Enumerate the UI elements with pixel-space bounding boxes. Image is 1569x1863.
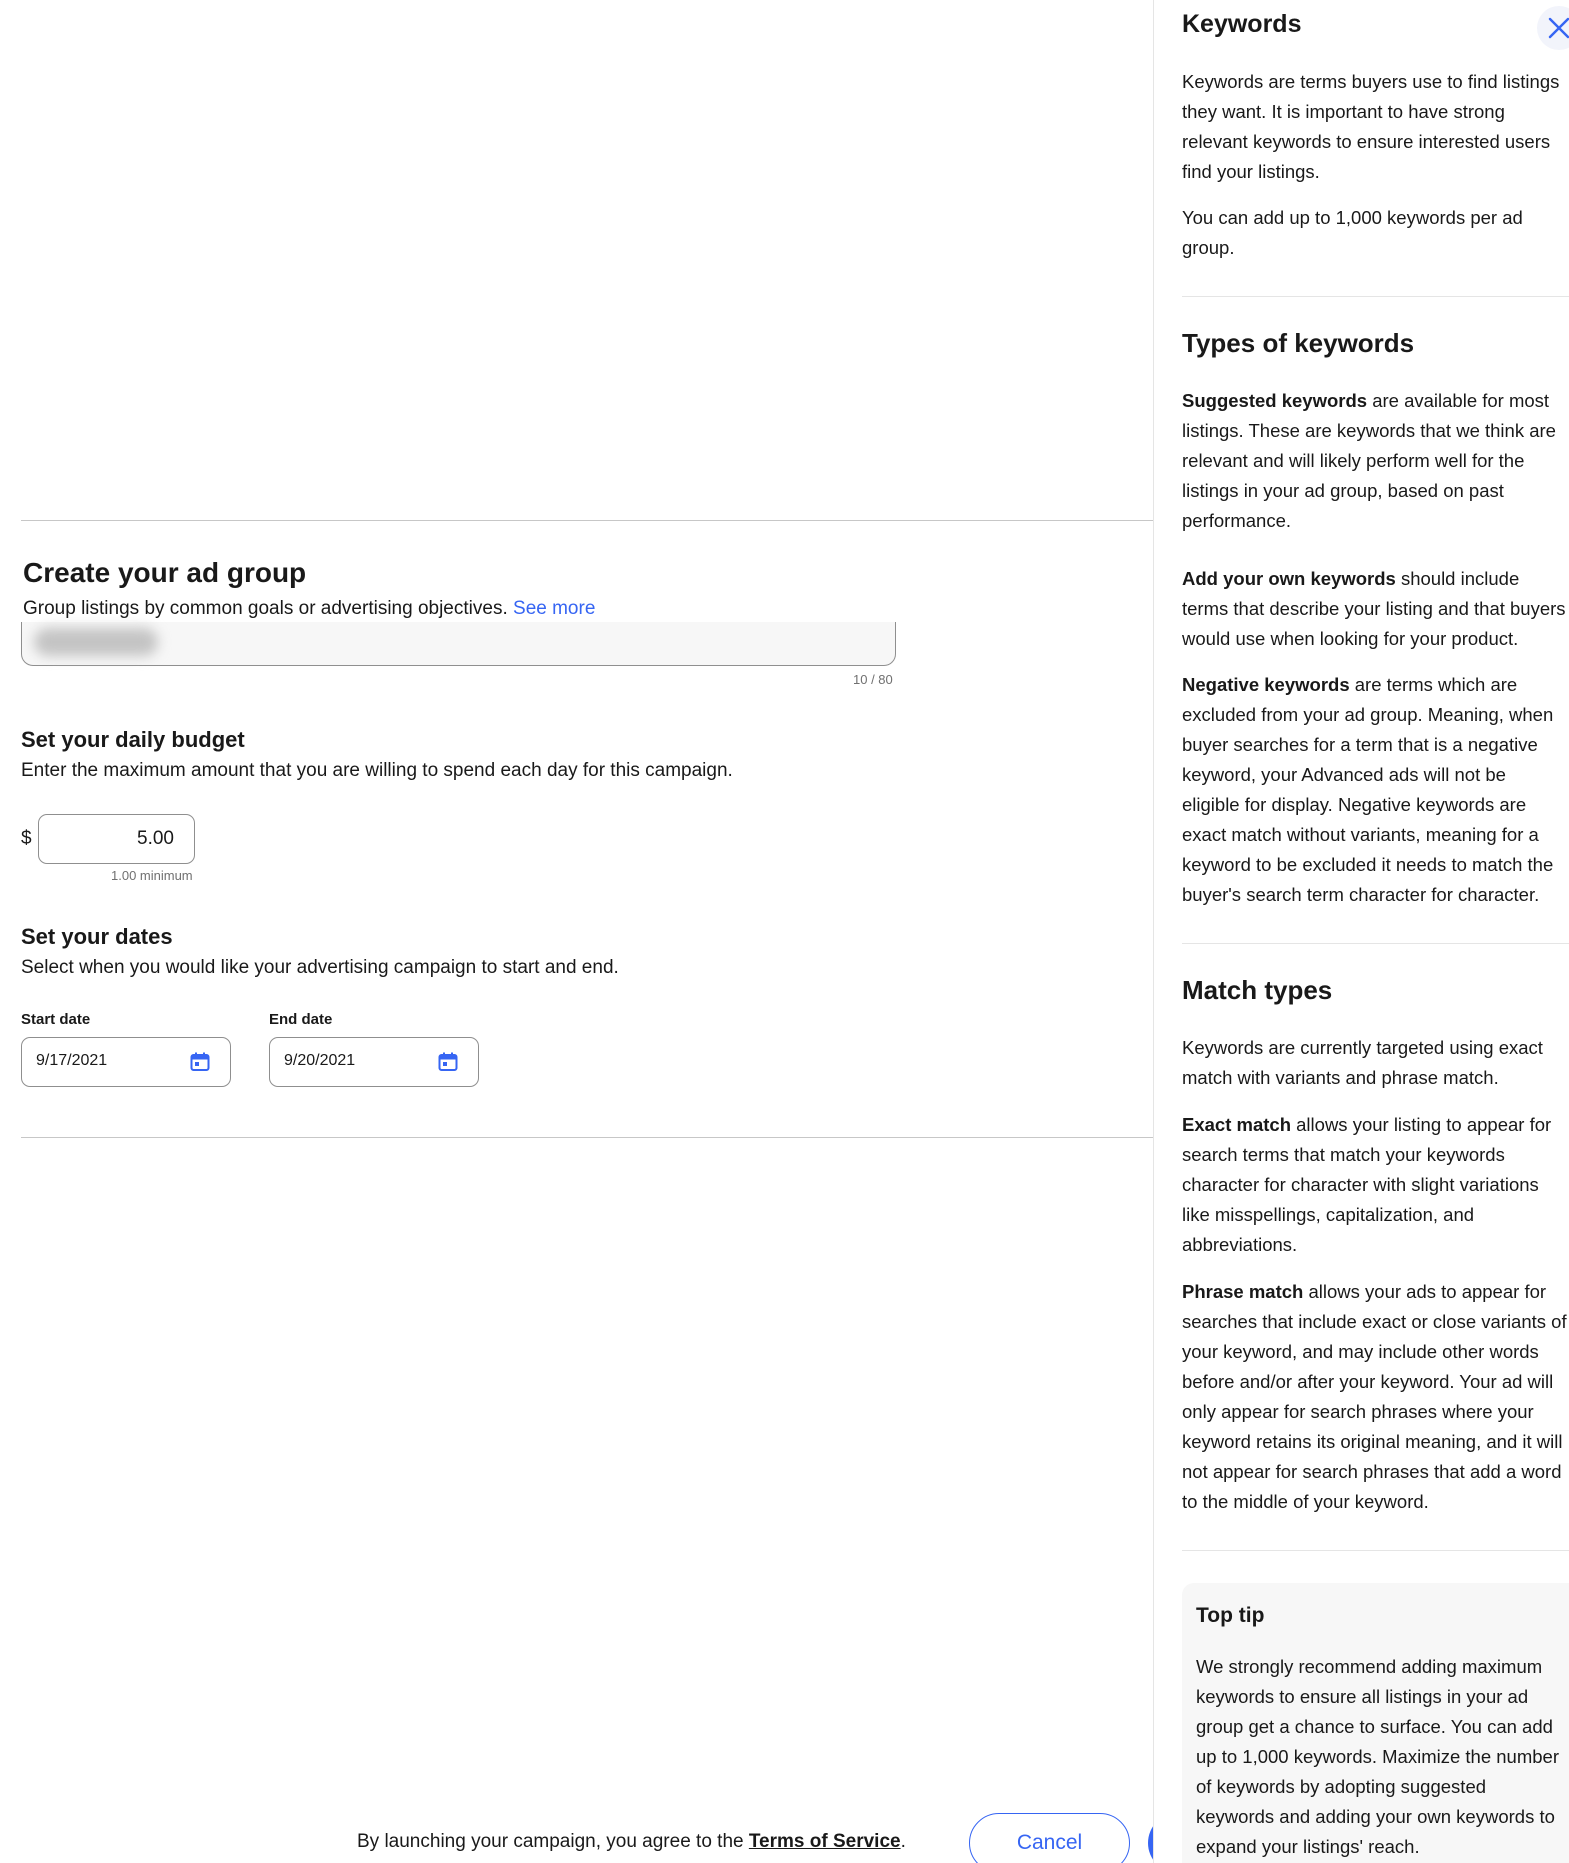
exact-match-term: Exact match [1182,1114,1291,1135]
start-date-value: 9/17/2021 [36,1052,108,1069]
start-date-label: Start date [21,1011,91,1028]
char-counter: 10 / 80 [853,672,893,687]
daily-budget-input[interactable]: 5.00 [38,814,195,864]
top-tip-box [1182,1583,1569,1863]
ad-group-subtitle-text: Group listings by common goals or advertising objectives. [23,598,508,619]
terms-agreement-text: By launching your campaign, you agree to the [357,1831,749,1852]
end-date-input[interactable] [269,1037,479,1087]
negative-keywords-text [1182,670,1567,910]
match-types-heading: Match types [1182,975,1333,1005]
ad-group-subtitle [23,598,595,620]
own-keywords-text [1182,564,1567,654]
negative-keywords-desc: are terms which are excluded from your ad group. Meaning, when buyer searches for a term that is a negative keyword, your Advanced ads will not be eligible for display. Negative keywords are exact match without variants, meaning for a keyword to be excluded it needs to match the buyer's search term character for character. [1182,674,1554,905]
end-date-label: End date [269,1011,333,1028]
exact-match-text [1182,1110,1567,1260]
see-more-link[interactable]: See more [513,598,596,619]
suggested-keywords-text [1182,386,1567,536]
calendar-icon[interactable] [190,1052,210,1072]
calendar-icon[interactable] [438,1052,458,1072]
close-drawer-button[interactable] [1537,6,1569,50]
drawer-divider [1182,296,1569,297]
exact-match-desc: allows your listing to appear for search terms that match your keywords character for character with slight variations like misspellings, capitalization, and abbreviations. [1182,1114,1552,1255]
dates-description: Select when you would like your advertising campaign to start and end. [21,957,619,978]
start-date-input[interactable] [21,1037,231,1087]
keywords-help-drawer [1153,0,1569,1863]
keywords-limit: You can add up to 1,000 keywords per ad group. [1182,207,1523,258]
types-heading: Types of keywords [1182,328,1415,358]
redacted-name [34,628,158,656]
dates-title: Set your dates [21,924,173,949]
budget-description: Enter the maximum amount that you are willing to spend each day for this campaign. [21,760,733,781]
drawer-divider [1182,943,1569,944]
divider-top [21,520,1153,521]
divider-bottom [21,1137,1153,1138]
own-keywords-desc: should include terms that describe your listing and that buyers would use when looking for your product. [1182,568,1566,649]
match-types-intro: Keywords are currently targeted using exact match with variants and phrase match. [1182,1037,1543,1088]
ad-group-title: Create your ad group [23,557,307,588]
phrase-match-desc: allows your ads to appear for searches that include exact or close variants of your keyword, and may include other words before and/or after your keyword. Your ad will only appear for search phrases where your keyword retains its original meaning, and it will not appear for search phrases that add a word to the middle of your keyword. [1182,1281,1567,1512]
top-tip-title: Top tip [1196,1604,1265,1627]
budget-minimum: 1.00 minimum [111,868,193,883]
terms-of-service-link[interactable]: Terms of Service [748,1831,901,1852]
ad-group-name-input[interactable] [21,622,896,666]
currency-symbol: $ [21,828,32,849]
suggested-keywords-desc: are available for most listings. These are keywords that we think are relevant and will likely perform well for the listings in your ad group, based on past performance. [1182,390,1556,531]
phrase-match-text [1182,1277,1567,1517]
terms-period: . [900,1831,906,1852]
terms-agreement [357,1831,906,1853]
close-icon [1547,16,1569,40]
suggested-keywords-term: Suggested keywords [1182,390,1368,411]
drawer-divider [1182,1550,1569,1551]
budget-title: Set your daily budget [21,727,245,752]
phrase-match-term: Phrase match [1182,1281,1304,1302]
keywords-intro: Keywords are terms buyers use to find listings they want. It is important to have strong relevant keywords to ensure interested users find your listings. [1182,71,1560,182]
own-keywords-term: Add your own keywords [1182,568,1396,589]
cancel-button[interactable]: Cancel [969,1813,1130,1863]
top-tip-text: We strongly recommend adding maximum keywords to ensure all listings in your ad group get a chance to surface. You can add up to 1,000 keywords. Maximize the number of keywords by adopting suggested keywords and adding your own keywords to expand your listings' reach. [1196,1656,1559,1857]
end-date-value: 9/20/2021 [284,1052,356,1069]
negative-keywords-term: Negative keywords [1182,674,1350,695]
drawer-title: Keywords [1182,10,1302,38]
